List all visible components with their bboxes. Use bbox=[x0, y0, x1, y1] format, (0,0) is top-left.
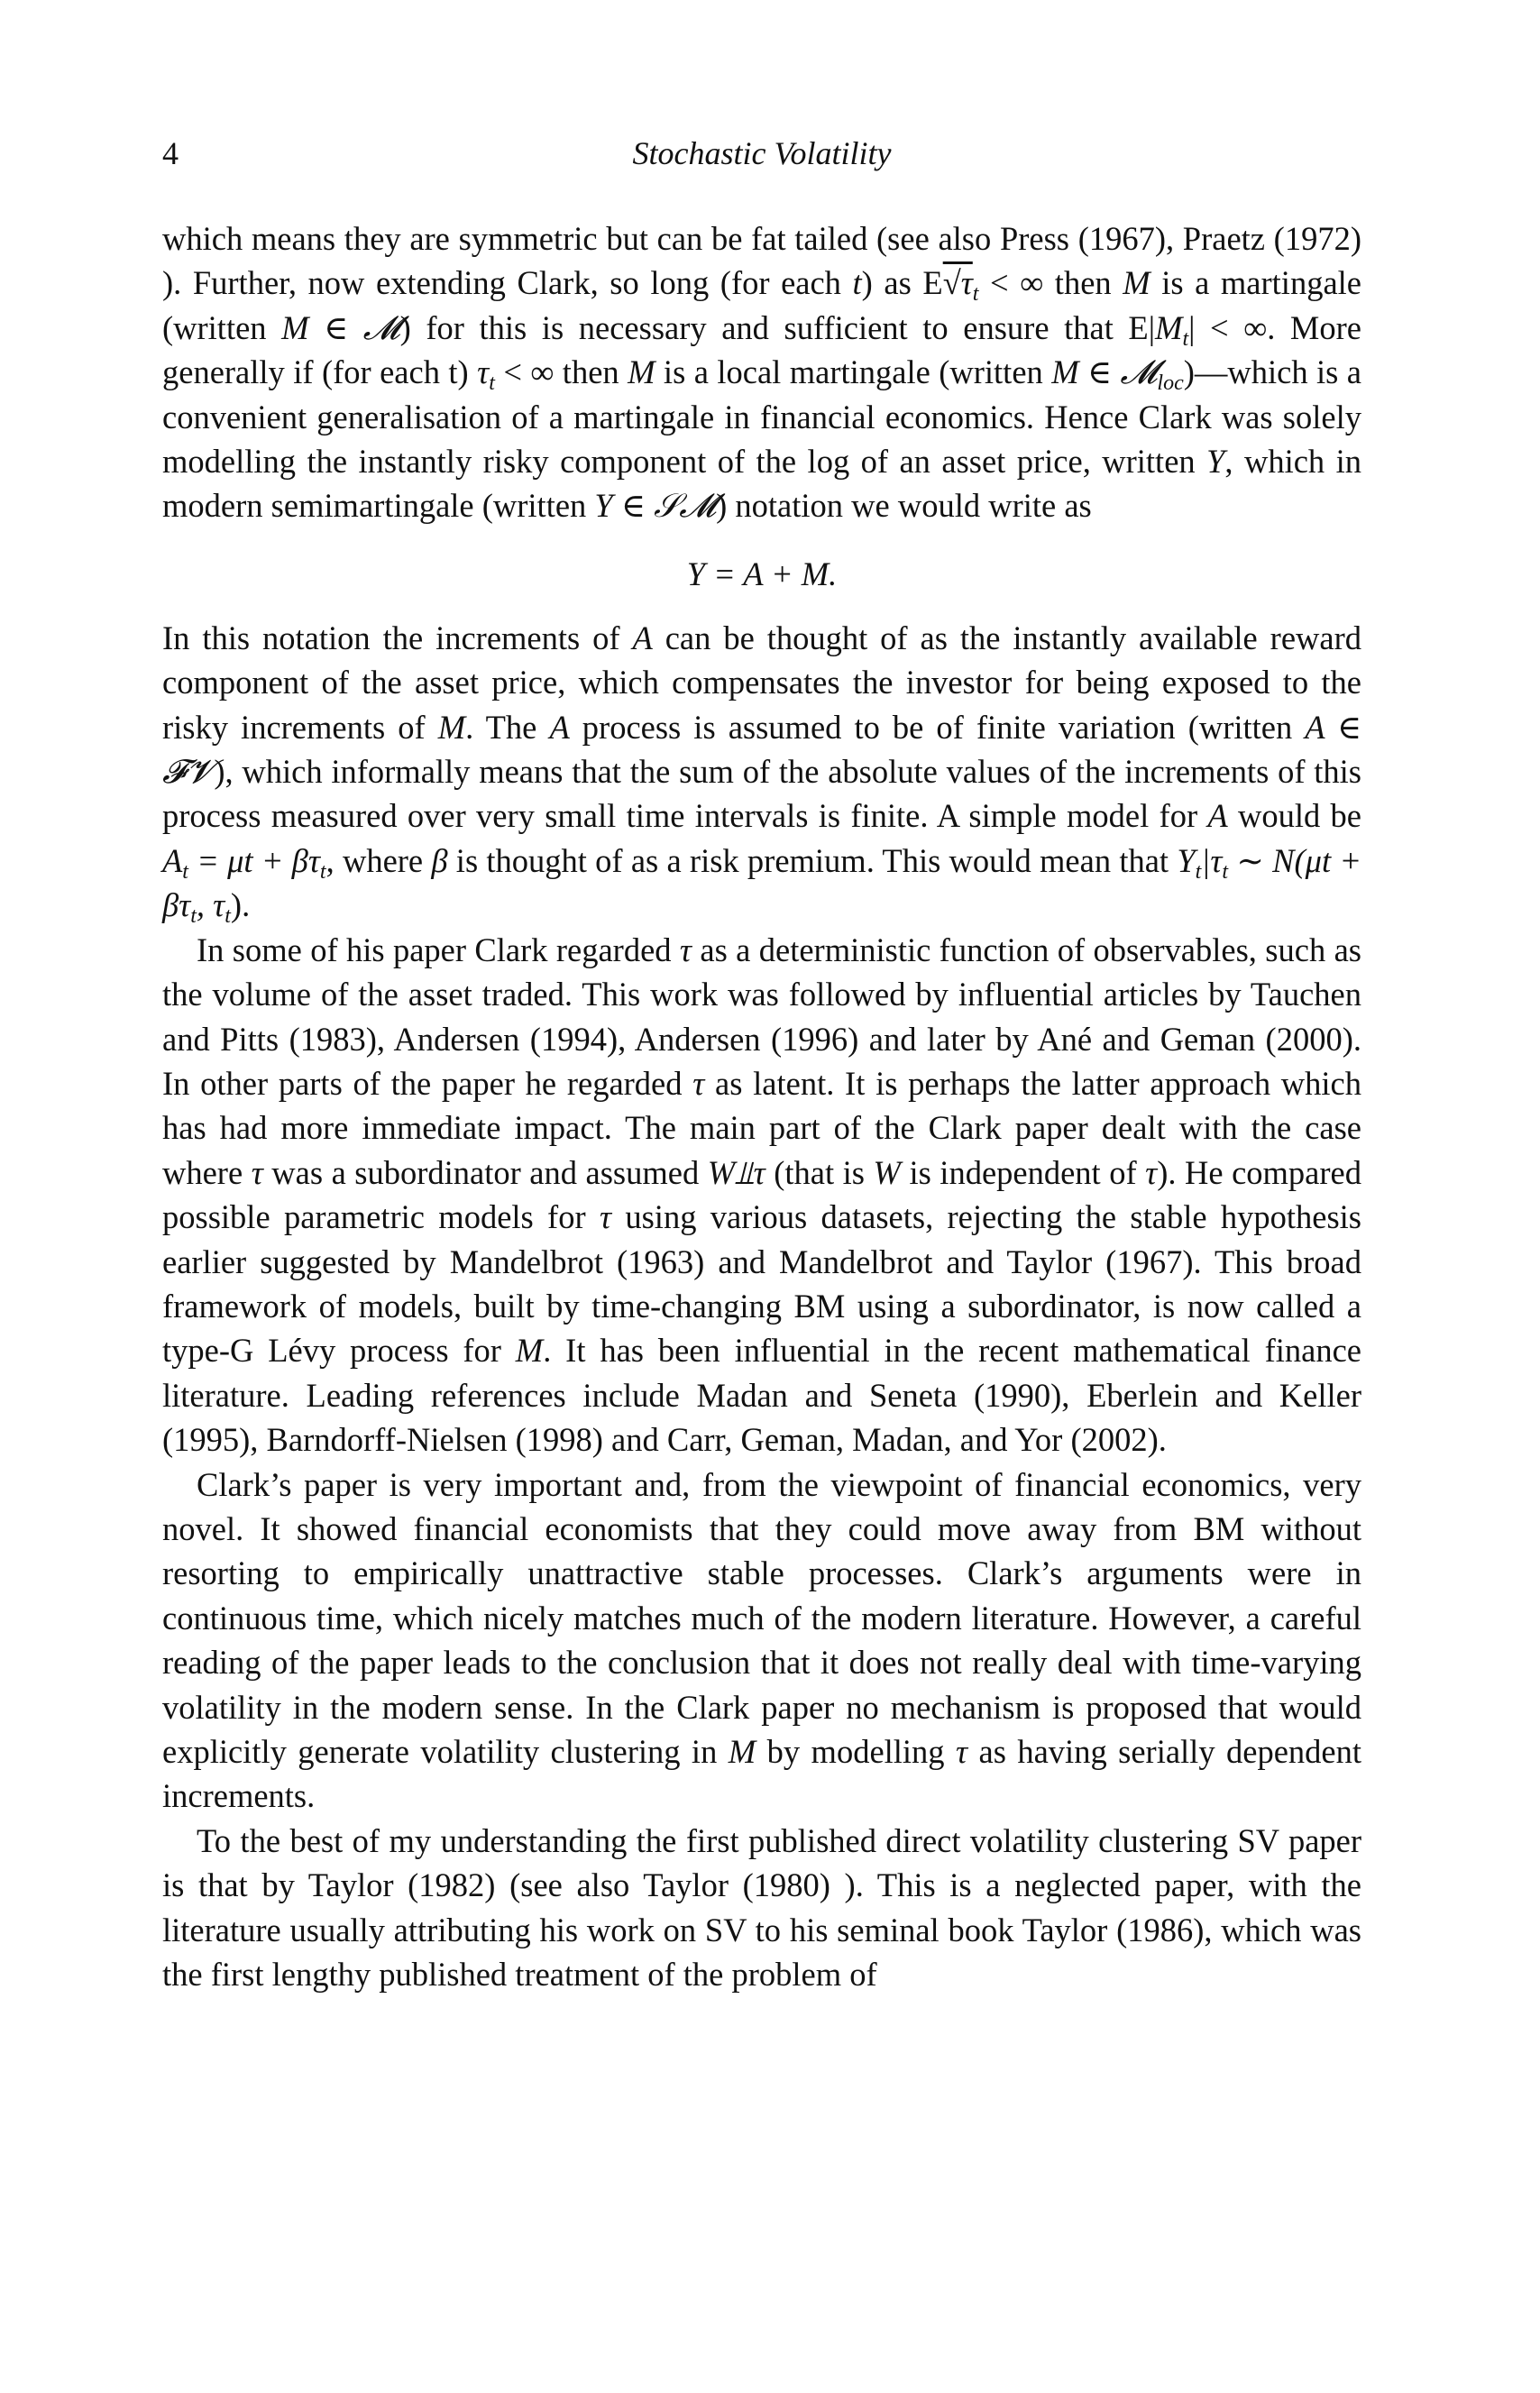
running-title: Stochastic Volatility bbox=[632, 135, 892, 171]
text-run: Clark’s paper is very important and, from the viewpoint of financial economics, very novel. It showed financial economists that they could move away from BM without resorting to empirically unattractive stable processes. Clark’s arguments were in continuous time, which nicely matches much of the modern literature. However, a careful reading of the paper leads to the conclusion that it does not really deal with time-varying volatility in the modern sense. In the Clark paper no mechanism is proposed that would explicitly generate volatility clustering in bbox=[162, 1465, 1361, 1770]
math-subscript: t bbox=[182, 859, 188, 884]
text-run: using various datasets, rejecting the stable hypothesis earlier suggested by Mandelbrot (1963) and Mandelbrot and Taylor (1967). This broad framework of models, built by time-changing BM using a subordinator, is now called a type-G Lévy process for bbox=[162, 1198, 1362, 1370]
math-M: M bbox=[1155, 308, 1183, 346]
math-semimartingale-class: Y ∈ 𝒮𝓜 bbox=[594, 487, 717, 525]
text-run: process is assumed to be of finite variation (written bbox=[569, 708, 1306, 746]
math-tau: τ bbox=[599, 1198, 612, 1236]
text-run: can be thought of as the instantly available reward component of the asset price, which compensates the investor for being exposed to the risky increments of bbox=[162, 619, 1361, 746]
math-Y: Y bbox=[1206, 443, 1225, 481]
math-M: M bbox=[1123, 264, 1150, 302]
text-run: < ∞ then bbox=[494, 353, 628, 391]
math-M: M bbox=[728, 1733, 756, 1770]
text-run: would be bbox=[1227, 797, 1362, 835]
text-run: by modelling bbox=[756, 1733, 956, 1770]
math-tau: τ bbox=[1145, 1153, 1158, 1191]
math-martingale-class: M ∈ 𝓜 bbox=[281, 308, 400, 346]
math-M: M bbox=[437, 708, 466, 746]
math-subscript: t bbox=[319, 859, 326, 884]
math-t: t bbox=[852, 264, 862, 302]
math-tau: τ bbox=[692, 1064, 705, 1102]
math-tau: τ bbox=[477, 353, 490, 391]
paragraph-5 bbox=[162, 1819, 1361, 1997]
math-expression: = μt + βτ bbox=[188, 841, 320, 879]
text-run: To the best of my understanding the first published direct volatility clustering SV paper is that by Taylor (1982) (see also Taylor (1980) ). This is a neglected paper, with the literature usually attributing his work on SV to his seminal book Taylor (1986), which was the first lengthy published treatment of the problem of bbox=[162, 1821, 1361, 1994]
text-run: ) as E bbox=[861, 264, 943, 302]
body-text bbox=[162, 216, 1361, 1996]
text-run: < ∞ then bbox=[978, 264, 1123, 302]
math-A: A bbox=[1207, 797, 1228, 835]
paragraph-4 bbox=[162, 1462, 1361, 1819]
text-run: )—which is a convenient generalisation of a martingale in financial economics. Hence Clark was solely modelling the instantly risky component of the log of an asset price, written bbox=[162, 353, 1362, 481]
text-run: | < ∞. More generally if (for each t) bbox=[162, 308, 1361, 391]
math-tau: τ bbox=[251, 1153, 263, 1191]
math-M: M bbox=[515, 1332, 544, 1370]
text-run: . It has been influential in the recent mathematical finance literature. Leading references include Madan and Seneta (1990), Eberlein and Keller (1995), Barndorff-Nielsen (1998) and Carr, Geman, Madan, and Yor (2002). bbox=[162, 1332, 1361, 1459]
paragraph-3 bbox=[162, 928, 1361, 1462]
text-run: ) notation we would write as bbox=[716, 487, 1092, 525]
text-run: ). bbox=[230, 886, 251, 924]
text-run: is a martingale (written bbox=[162, 264, 1361, 346]
text-run: as latent. It is perhaps the latter approach which has had more immediate impact. The main part of the Clark paper dealt with the case where bbox=[162, 1064, 1362, 1191]
text-run: , which in modern semimartingale (written bbox=[162, 443, 1361, 525]
math-subscript: t bbox=[972, 282, 979, 307]
page-header bbox=[162, 133, 1361, 173]
math-subscript: t bbox=[1222, 859, 1229, 884]
math-finite-variation-class: A ∈ 𝓕𝓥 bbox=[162, 708, 1362, 791]
math-subscript: t bbox=[489, 371, 495, 396]
text-run: is thought of as a risk premium. This would mean that bbox=[447, 841, 1178, 879]
text-run: ). He compared possible parametric models for bbox=[162, 1153, 1361, 1236]
math-tau: τ bbox=[956, 1733, 968, 1770]
math-A: A bbox=[162, 841, 183, 879]
equation-display: Y = A + M. bbox=[686, 555, 838, 592]
paragraph-2 bbox=[162, 616, 1361, 928]
math-sqrt-tau: √τ bbox=[942, 264, 973, 302]
text-run: was a subordinator and assumed bbox=[262, 1153, 708, 1191]
math-local-martingale-class: M ∈ 𝓜 bbox=[1051, 353, 1158, 391]
paragraph-1 bbox=[162, 216, 1361, 528]
math-beta: β bbox=[431, 841, 448, 879]
text-run: . The bbox=[465, 708, 550, 746]
text-run: which means they are symmetric but can be fat tailed (see also Press (1967), Praetz (1972) ). Further, now extending Clark, so long (for each bbox=[162, 220, 1361, 302]
math-subscript: t bbox=[1182, 326, 1189, 351]
book-page bbox=[162, 0, 1361, 2393]
text-run: (that is bbox=[765, 1153, 874, 1191]
text-run: is a local martingale (written bbox=[655, 353, 1052, 391]
text-run: In some of his paper Clark regarded bbox=[197, 931, 680, 968]
math-tau: τ bbox=[679, 931, 692, 968]
math-A: A bbox=[632, 619, 653, 656]
text-run: as having serially dependent increments. bbox=[162, 1733, 1361, 1815]
math-expression: ∼ N(μt + βτ bbox=[162, 841, 1361, 924]
text-run: ), which informally means that the sum of the absolute values of the increments of this process measured over very small time intervals is finite. A simple model for bbox=[162, 753, 1361, 835]
math-W: W bbox=[873, 1153, 901, 1191]
text-run: ) for this is necessary and sufficient to ensure that E| bbox=[399, 308, 1156, 346]
math-A: A bbox=[549, 708, 570, 746]
math-subscript: loc bbox=[1157, 371, 1184, 396]
math-expression: |τ bbox=[1201, 841, 1223, 879]
math-Y: Y bbox=[1177, 841, 1196, 879]
math-subscript: t bbox=[225, 904, 231, 929]
math-independence: W⫫τ bbox=[707, 1153, 765, 1191]
text-run: , where bbox=[325, 841, 432, 879]
math-subscript: t bbox=[190, 904, 197, 929]
text-run: is independent of bbox=[900, 1153, 1146, 1191]
text-run: In this notation the increments of bbox=[162, 619, 633, 656]
math-subscript: t bbox=[1195, 859, 1202, 884]
page-number: 4 bbox=[162, 135, 179, 171]
math-M: M bbox=[628, 353, 655, 391]
math-expression: , τ bbox=[196, 886, 225, 924]
text-run: as a deterministic function of observables, such as the volume of the asset traded. This work was followed by influential articles by Tauchen and Pitts (1983), Andersen (1994), Andersen (1996) and later by Ané and Geman (2000). In other parts of the paper he regarded bbox=[162, 931, 1361, 1102]
